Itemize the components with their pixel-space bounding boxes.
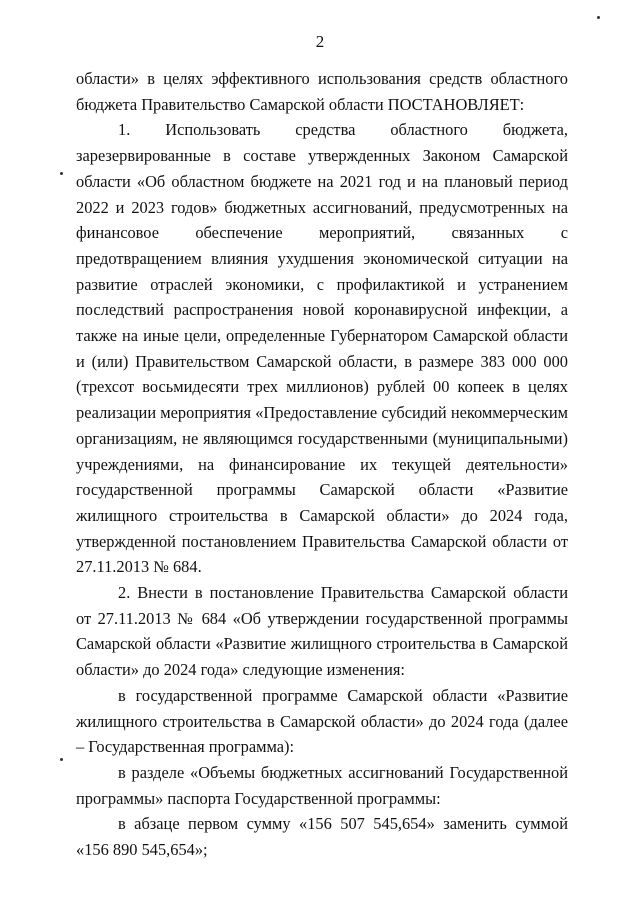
paragraph-item-2: 2. Внести в постановление Правительства Самарской области от 27.11.2013 № 684 «Об утверждении государственной программы Самарской области «Развитие жилищного строительства в Самарской области» до 2024 года» следующие изменения: [76, 583, 568, 680]
paragraph-section-change: в разделе «Объемы бюджетных ассигнований Государственной программы» паспорта Государственной программы: [76, 762, 568, 808]
scan-speck [597, 16, 600, 19]
document-body [76, 66, 568, 863]
paragraph-amount-change: в абзаце первом сумму «156 507 545,654» заменить суммой «156 890 545,654»; [76, 814, 568, 860]
scan-speck [60, 172, 63, 175]
paragraph-item-1: 1. Использовать средства областного бюджета, зарезервированные в составе утвержденных Законом Самарской области «Об областном бюджете на 2021 год и на плановый период 2022 и 2023 годов» бюджетных ассигнований, предусмотренных на финансовое обеспечение мероприятий, связанных с предотвращением влияния ухудшения экономической ситуации на развитие отраслей экономики, с профилактикой и устранением последствий распространения новой коронавирусной инфекции, а также на иные цели, определенные Губернатором Самарской области и (или) Правительством Самарской области, в размере 383 000 000 (трехсот восьмидесяти трех миллионов) рублей 00 копеек в целях реализации мероприятия «Предоставление субсидий некоммерческим организациям, не являющимся государственными (муниципальными) учреждениями, на финансирование их текущей деятельности» государственной программы Самарской области «Развитие жилищного строительства в Самарской области» до 2024 года, утвержденной постановлением Правительства Самарской области от 27.11.2013 № 684. [76, 120, 568, 577]
paragraph-program-change: в государственной программе Самарской области «Развитие жилищного строительства в Самарской области» до 2024 года (далее – Государственная программа): [76, 685, 568, 757]
scan-speck [60, 758, 63, 761]
page-number: 2 [315, 32, 325, 51]
paragraph-intro: области» в целях эффективного использования средств областного бюджета Правительство Самарской области ПОСТАНОВЛЯЕТ: [76, 69, 568, 114]
